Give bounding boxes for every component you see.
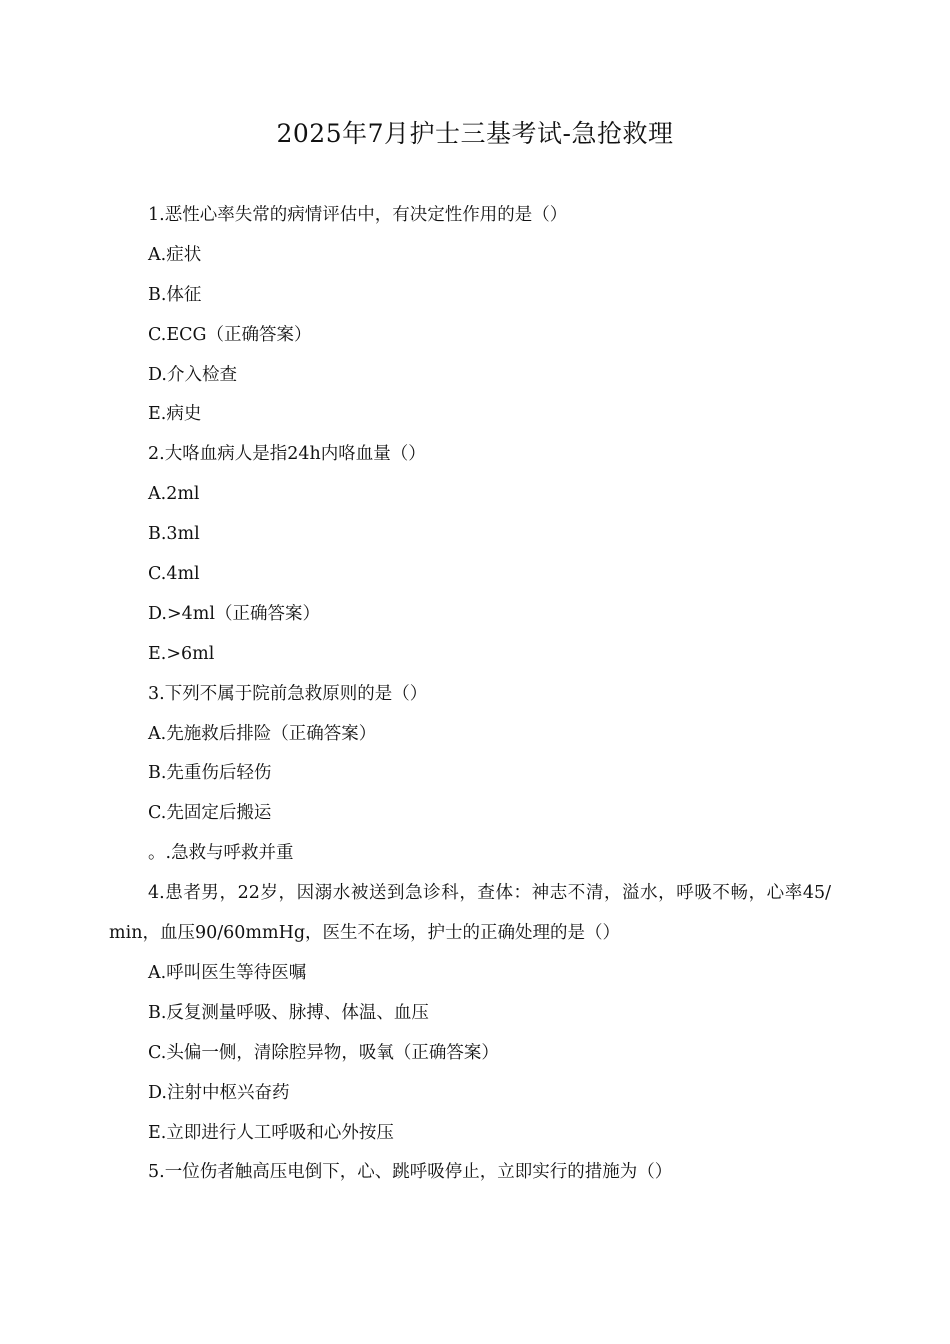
question-4-text: 4.患者男，22岁，因溺水被送到急诊科，查体：神志不清，溢水，呼吸不畅，心率45/ min，血压90/60mmHg，医生不在场，护士的正确处理的是（）: [109, 883, 831, 944]
question-4-option-c: C.头偏一侧，清除腔异物，吸氧（正确答案）: [148, 1042, 499, 1063]
question-2-option-e: E.>6ml: [148, 643, 215, 664]
question-2-option-a: A.2ml: [148, 484, 200, 505]
document-title: 2025年7月护士三基考试-急抢救理: [276, 119, 674, 148]
question-1-option-b: B.体征: [148, 284, 202, 305]
question-4-option-e: E.立即进行人工呼吸和心外按压: [148, 1122, 394, 1143]
question-1-option-c: C.ECG（正确答案）: [148, 324, 312, 345]
question-3-text: 3.下列不属于院前急救原则的是（）: [148, 683, 428, 704]
question-4-option-d: D.注射中枢兴奋药: [148, 1082, 290, 1103]
question-2-option-d: D.>4ml（正确答案）: [148, 603, 320, 624]
question-3-option-a: A.先施救后排险（正确答案）: [148, 723, 377, 744]
question-1-option-d: D.介入检查: [148, 364, 237, 385]
question-2-option-b: B.3ml: [148, 524, 200, 545]
question-1-option-e: E.病史: [148, 404, 202, 425]
question-3-option-c: C.先固定后搬运: [148, 803, 272, 824]
question-2-text: 2.大咯血病人是指24h内咯血量（）: [148, 444, 426, 465]
question-1-text: 1.恶性心率失常的病情评估中，有决定性作用的是（）: [148, 205, 568, 225]
question-1-option-a: A.症状: [148, 244, 202, 265]
question-4-option-a: A.呼叫医生等待医嘱: [148, 962, 307, 983]
question-5-text: 5.一位伤者触高压电倒下，心、跳呼吸停止，立即实行的措施为（）: [148, 1162, 673, 1183]
question-2-option-c: C.4ml: [148, 564, 200, 585]
question-3-option-d: 。.急救与呼救并重: [148, 843, 294, 864]
question-4-option-b: B.反复测量呼吸、脉搏、体温、血压: [148, 1002, 429, 1023]
question-3-option-b: B.先重伤后轻伤: [148, 763, 272, 784]
document-body: [109, 196, 831, 1193]
